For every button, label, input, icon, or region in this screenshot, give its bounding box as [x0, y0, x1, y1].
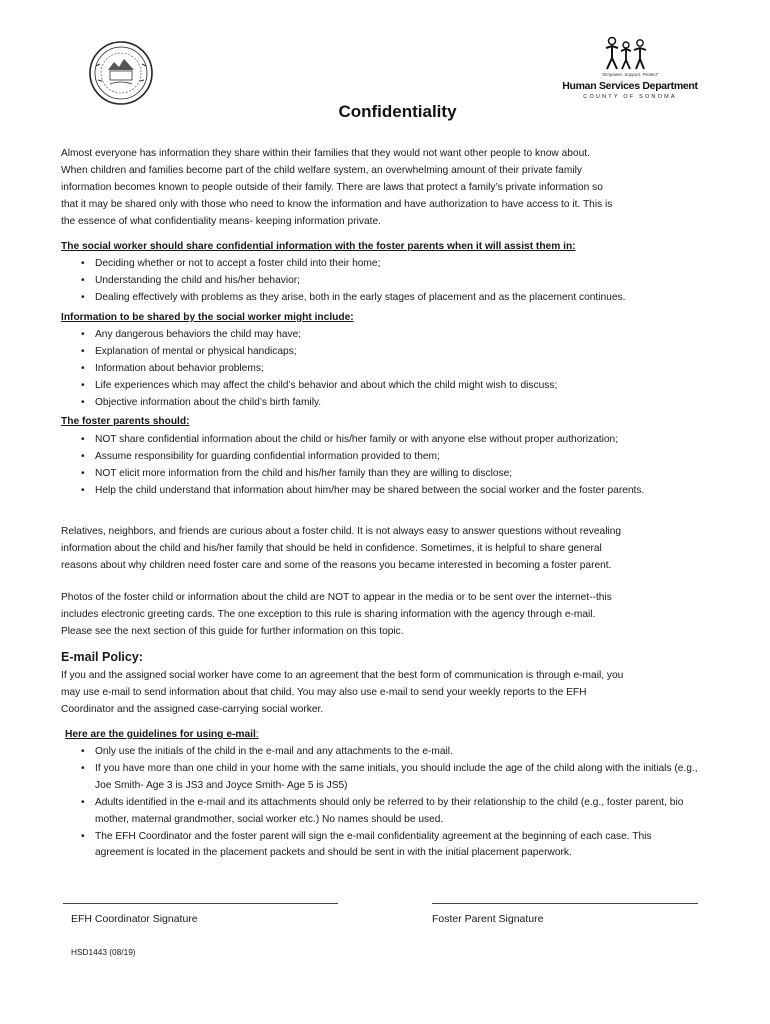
email-intro-line: If you and the assigned social worker have come to an agreement that the best form of communication is through e-mail, you	[61, 670, 624, 681]
email-intro-paragraph	[61, 668, 711, 719]
list-item: • Objective information about the child’s birth family.	[79, 395, 719, 412]
section-heading-information: Information to be shared by the social worker might include:	[61, 312, 354, 323]
foster-parent-signature-label: Foster Parent Signature	[432, 913, 544, 925]
list-item: • Life experiences which may affect the child’s behavior and about which the child might wish to discuss;	[79, 378, 719, 395]
guidelines-heading-text: Here are the guidelines for using e-mail	[65, 729, 256, 740]
page-title: Confidentiality	[338, 102, 457, 121]
intro-line: When children and families become part of the child welfare system, an overwhelming amount of their private family	[61, 164, 582, 176]
relatives-paragraph	[61, 524, 711, 575]
efh-coordinator-signature-label: EFH Coordinator Signature	[71, 913, 198, 925]
list-item: • Understanding the child and his/her behavior;	[79, 273, 719, 290]
assist-list	[79, 256, 719, 307]
section-heading-foster-parents: The foster parents should:	[61, 416, 190, 427]
county-seal-icon	[88, 40, 154, 106]
email-intro-line: Coordinator and the assigned case-carrying social worker.	[61, 703, 324, 715]
list-item: • If you have more than one child in your home with the same initials, you should include the age of the child along with the initials (e.g., Joe Smith- Age 3 is JS3 and Joyce Smith- Age 5 is JS5)	[79, 761, 699, 795]
relatives-line: reasons about why children need foster care and some of the reasons you became interested in becoming a foster parent.	[61, 559, 612, 571]
list-item: • Deciding whether or not to accept a foster child into their home;	[79, 256, 719, 273]
intro-line: that it may be shared only with those who need to know the information and have authorization to have access to it. This is	[61, 198, 613, 210]
form-code: HSD1443 (08/19)	[71, 947, 136, 957]
intro-line: the essence of what confidentiality means- keeping information private.	[61, 215, 381, 227]
photos-line: Please see the next section of this guide for further information on this topic.	[61, 625, 404, 637]
foster-parent-signature-line[interactable]	[432, 903, 698, 904]
list-item: • NOT share confidential information about the child or his/her family or with anyone else without proper authorization;	[79, 432, 709, 449]
hsd-tagline: "Empower. Support. Protect"	[601, 72, 659, 77]
intro-line: information becomes known to people outside of their family. There are laws that protect a family’s private information so	[61, 181, 603, 193]
email-policy-heading: E-mail Policy:	[61, 650, 143, 664]
photos-paragraph	[61, 590, 711, 641]
list-item: • Dealing effectively with problems as they arise, both in the early stages of placement and as the placement continues.	[79, 290, 719, 307]
list-item: • Information about behavior problems;	[79, 361, 719, 378]
list-item: • Only use the initials of the child in the e-mail and any attachments to the e-mail.	[79, 744, 699, 761]
list-item: • NOT elicit more information from the child and his/her family than they are willing to disclose;	[79, 466, 709, 483]
email-guidelines-list	[79, 744, 699, 862]
guidelines-heading	[65, 728, 259, 742]
list-item: • Explanation of mental or physical handicaps;	[79, 344, 719, 361]
list-item: • Assume responsibility for guarding confidential information provided to them;	[79, 449, 709, 466]
photos-line: includes electronic greeting cards. The one exception to this rule is sharing information with the agency through e-mail.	[61, 608, 596, 620]
relatives-line: information about the child and his/her family that should be held in confidence. Sometimes, it is helpful to share general	[61, 542, 602, 554]
relatives-line: Relatives, neighbors, and friends are curious about a foster child. It is not always easy to answer questions without revealing	[61, 526, 622, 537]
foster-parents-list	[79, 432, 709, 500]
hsd-county: COUNTY OF SONOMA	[583, 94, 677, 100]
hsd-name: Human Services Department	[562, 80, 698, 92]
list-item: • Adults identified in the e-mail and its attachments should only be referred to by their relationship to the child (e.g., foster parent, bio mother, maternal grandmother, social worker etc.) No names should be used.	[79, 795, 699, 829]
section-heading-assist: The social worker should share confidential information with the foster parents when it will assist them in:	[61, 241, 576, 252]
guidelines-heading-colon: :	[255, 729, 259, 740]
list-item: • The EFH Coordinator and the foster parent will sign the e-mail confidentiality agreement at the beginning of each case. This agreement is located in the placement packets and should be sent in with the initial placement paperwork.	[79, 829, 699, 863]
efh-coordinator-signature-line[interactable]	[63, 903, 338, 904]
photos-line: Photos of the foster child or information about the child are NOT to appear in the media or to be sent over the internet--this	[61, 592, 612, 603]
information-list	[79, 327, 719, 412]
family-figures-icon	[596, 36, 656, 72]
list-item: • Any dangerous behaviors the child may have;	[79, 327, 719, 344]
intro-paragraph	[61, 146, 711, 231]
intro-line: Almost everyone has information they share within their families that they would not want other people to know about.	[61, 148, 590, 159]
list-item: • Help the child understand that information about him/her may be shared between the social worker and the foster parents.	[79, 483, 685, 500]
email-intro-line: may use e-mail to send information about that child. You may also use e-mail to send your weekly reports to the EFH	[61, 686, 587, 698]
